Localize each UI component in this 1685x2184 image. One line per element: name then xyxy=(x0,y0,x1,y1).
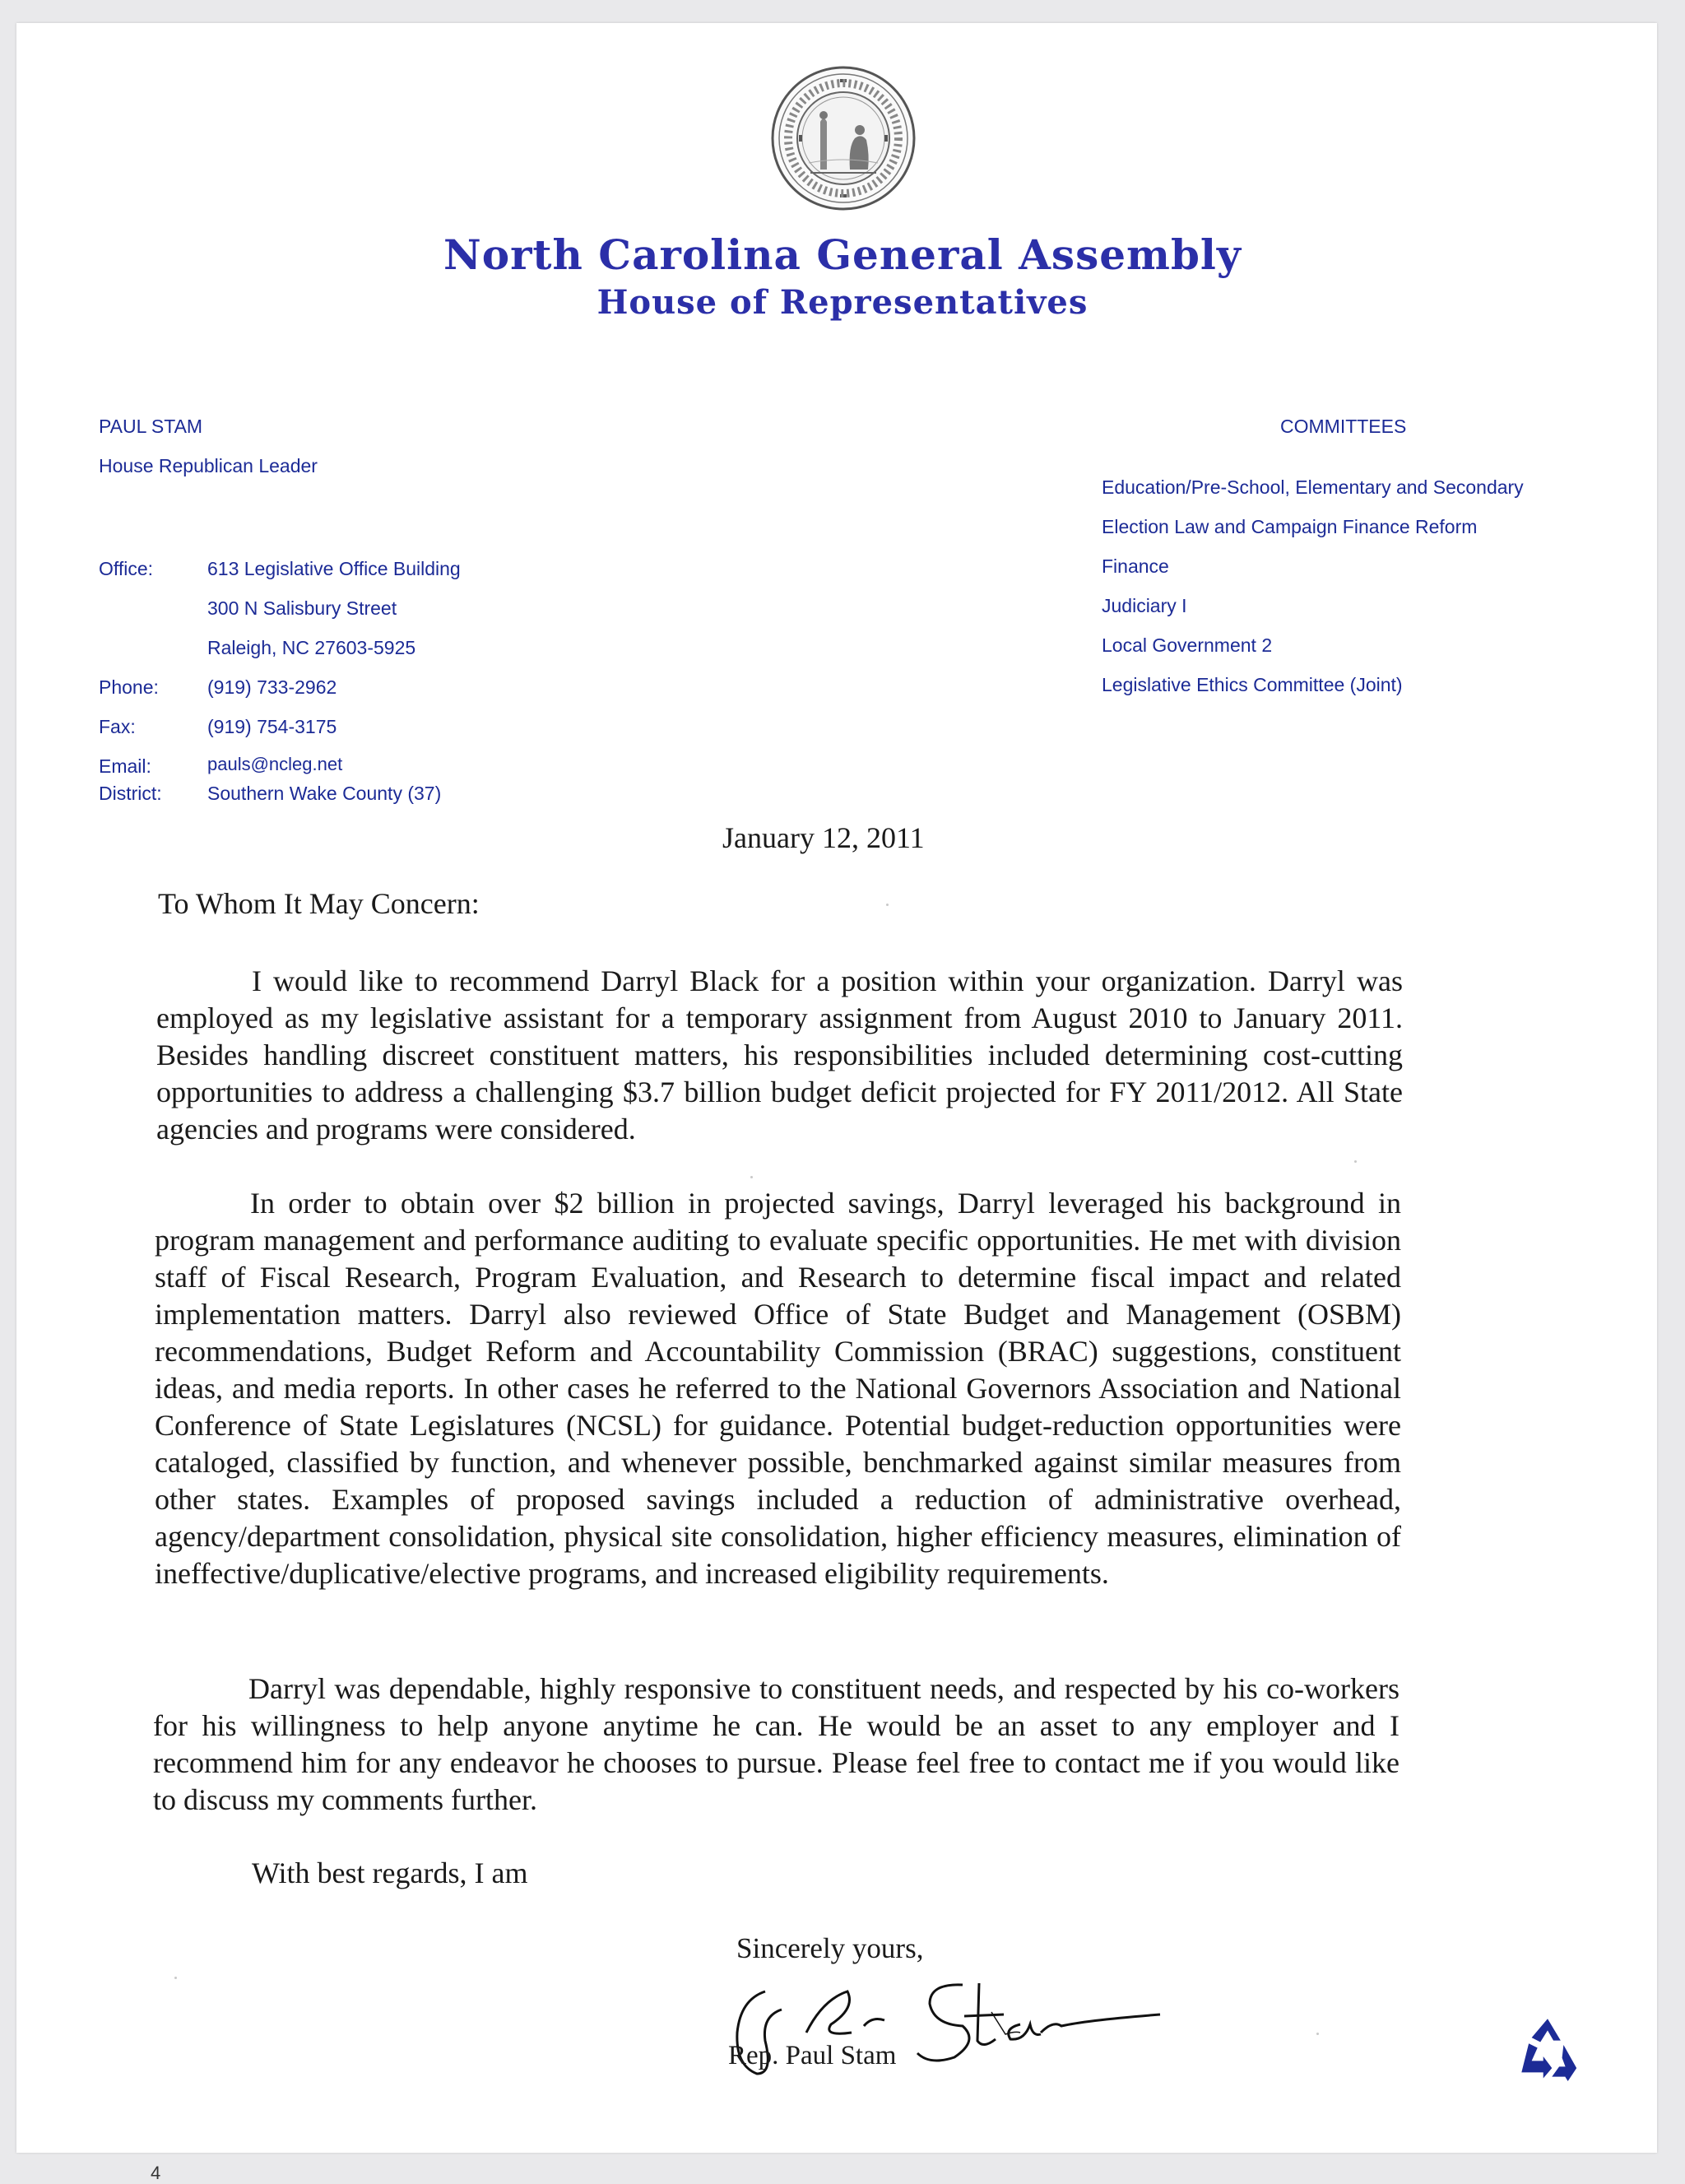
recycle-icon xyxy=(1511,2014,1585,2087)
phone-number: (919) 733-2962 xyxy=(207,676,337,698)
letter-date: January 12, 2011 xyxy=(722,821,925,854)
committee-item: Legislative Ethics Committee (Joint) xyxy=(1102,674,1403,695)
fax-number: (919) 754-3175 xyxy=(207,716,337,737)
office-line-2: 300 N Salisbury Street xyxy=(207,597,397,619)
house-subtitle: House of Representatives xyxy=(596,283,1089,322)
body-paragraph-1: I would like to recommend Darryl Black for a position within your organization. Darryl was employed as my legislative assistant for a temporary assignment from August 2010 to January 2011. Besides handling discreet constituent matters, his responsibilities included determining cost-cutting opportunities to address a challenging $3.7 billion budget deficit projected for FY 2011/2012. All State agencies and programs were considered. xyxy=(156,964,1403,1145)
phone-label: Phone: xyxy=(99,676,159,698)
district-label: District: xyxy=(99,783,162,804)
body-paragraph-3: Darryl was dependable, highly responsive to constituent needs, and respected by his co-workers for his willingness to help anyone anytime he can. He would be an asset to any employer and I recommend him for any endeavor he chooses to pursue. Please feel free to contact me if you would like to discuss my comments further. xyxy=(153,1672,1400,1816)
committee-item: Judiciary I xyxy=(1102,595,1187,616)
committee-item: Finance xyxy=(1102,555,1169,577)
committee-item: Local Government 2 xyxy=(1102,634,1273,656)
committees-heading: COMMITTEES xyxy=(1280,416,1407,437)
scan-speck xyxy=(174,1977,177,1979)
scan-speck xyxy=(750,1176,753,1178)
email-label: Email: xyxy=(99,755,151,777)
scan-speck xyxy=(1316,2033,1319,2035)
body-paragraph-2: In order to obtain over $2 billion in projected savings, Darryl leveraged his background in program management and performance auditing to evaluate specific opportunities. He met with division staff of Fiscal Research, Program Evaluation, and Research to determine fiscal impact and related implementation matters. Darryl also reviewed Office of State Budget and Management (OSBM) recommendations, Budget Reform and Accountability Commission (BRAC) suggestions, constituent ideas, and media reports. In other cases he referred to the National Governors Association and National Conference of State Legislatures (NCSL) for guidance. Potential budget-reduction opportunities were cataloged, classified by function, and whenever possible, benchmarked against similar measures from other states. Examples of proposed savings included a reduction of administrative overhead, agency/department consolidation, physical site consolidation, higher efficiency measures, elimination of ineffective/duplicative/elective programs, and increased eligibility requirements. xyxy=(155,1187,1401,1590)
office-line-3: Raleigh, NC 27603-5925 xyxy=(207,637,416,658)
scan-speck xyxy=(886,904,889,906)
fax-label: Fax: xyxy=(99,716,136,737)
state-seal-icon xyxy=(769,64,917,212)
sign-off: Sincerely yours, xyxy=(736,1932,924,1964)
committee-item: Education/Pre-School, Elementary and Secondary xyxy=(1102,476,1524,498)
salutation: To Whom It May Concern: xyxy=(158,887,480,920)
assembly-title: North Carolina General Assembly xyxy=(443,230,1242,279)
member-name: PAUL STAM xyxy=(99,416,203,437)
email-address[interactable]: pauls@ncleg.net xyxy=(207,754,343,774)
page-number: 4 xyxy=(151,2163,161,2183)
member-role: House Republican Leader xyxy=(99,455,318,476)
committee-item: Election Law and Campaign Finance Reform xyxy=(1102,516,1478,537)
office-line-1: 613 Legislative Office Building xyxy=(207,558,461,579)
district-value: Southern Wake County (37) xyxy=(207,783,442,804)
scan-speck xyxy=(1354,1160,1357,1163)
signatory-name: Rep. Paul Stam xyxy=(728,2041,897,2070)
closing-line: With best regards, I am xyxy=(252,1856,528,1889)
office-label: Office: xyxy=(99,558,154,579)
